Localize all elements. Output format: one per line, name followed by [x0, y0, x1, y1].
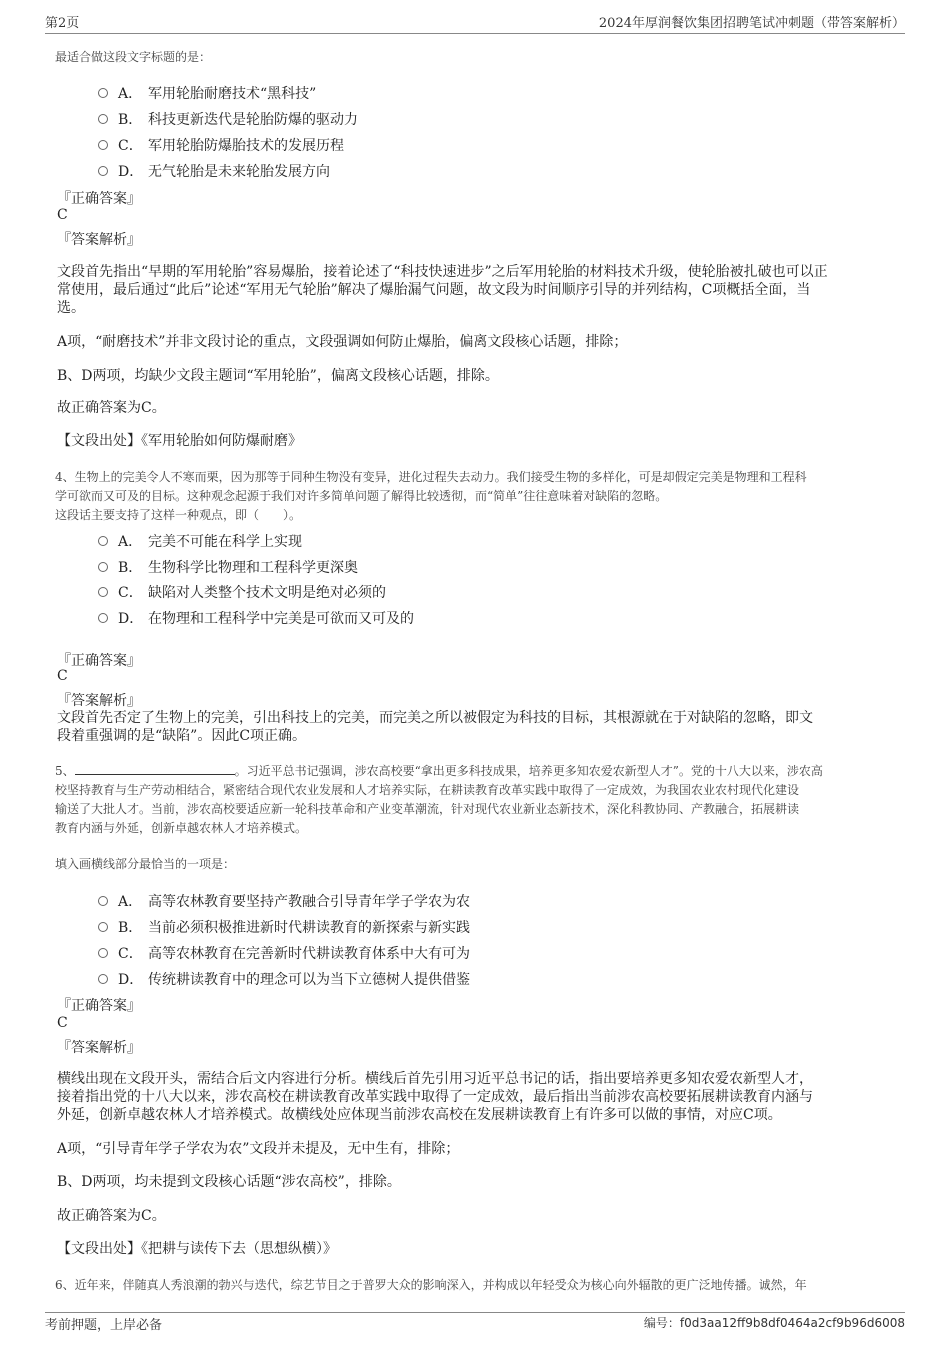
footer-slogan: 考前押题，上岸必备 [45, 1318, 163, 1333]
q4-option-b[interactable]: B． 生物科学比物理和工程科学更深奥 [98, 557, 358, 577]
radio-icon[interactable] [98, 114, 108, 124]
q4-stem: 4、生物上的完美令人不寒而栗，因为那等于同种生物没有变异，进化过程失去动力。我们接受生物的多样化，可是却假定完美是物理和工程科 学可欲而又可及的目标。这种观念起源于我们对许多简单问题了解得比较透彻，而“简单”往往意味着对缺陷的忽略。 这段话主要支持了这样一种观点，即（ ）。 [55, 470, 807, 522]
q3-option-d[interactable]: D． 无气轮胎是未来轮胎发展方向 [98, 161, 330, 181]
radio-icon[interactable] [98, 974, 108, 984]
radio-icon[interactable] [98, 948, 108, 958]
analysis-label: 『答案解析』 [57, 232, 141, 248]
answer-value: C [57, 1015, 68, 1031]
answer-label: 『正确答案』 [57, 653, 141, 669]
q4-option-a[interactable]: A． 完美不可能在科学上实现 [98, 531, 302, 551]
fill-blank [75, 762, 235, 775]
q3-option-b[interactable]: B． 科技更新迭代是轮胎防爆的驱动力 [98, 109, 358, 129]
q3-conclusion: 故正确答案为C。 [57, 400, 166, 416]
q5-stem: 5、 。习近平总书记强调，涉农高校要“拿出更多科技成果，培养更多知农爱农新型人才”。党的十八大以来，涉农高 校坚持教育与生产劳动相结合，紧密结合现代农业发展和人才培养实际，在耕读教育改革实践中取得了一定成效，为我国农业农村现代化建设 输送了大批人才。当前，涉农高校要适应新一轮科技革命和产业变革潮流，针对现代农业新业态新技术，深化科教协同、产教融合，拓展耕读 教育内涵与外延，创新卓越农林人才培养模式。 [55, 764, 823, 835]
radio-icon[interactable] [98, 562, 108, 572]
answer-label: 『正确答案』 [57, 998, 141, 1014]
q3-source: 【文段出处】《军用轮胎如何防爆耐磨》 [57, 433, 302, 449]
analysis-label: 『答案解析』 [57, 693, 141, 709]
analysis-label: 『答案解析』 [57, 1040, 141, 1056]
q4-option-c[interactable]: C． 缺陷对人类整个技术文明是绝对必须的 [98, 582, 386, 602]
radio-icon[interactable] [98, 166, 108, 176]
q5-option-d[interactable]: D． 传统耕读教育中的理念可以为当下立德树人提供借鉴 [98, 969, 470, 989]
q5-note-bd: B、D两项，均未提到文段核心话题“涉农高校”，排除。 [57, 1174, 401, 1190]
q5-option-b[interactable]: B． 当前必须积极推进新时代耕读教育的新探索与新实践 [98, 917, 470, 937]
header-rule [45, 33, 905, 34]
radio-icon[interactable] [98, 88, 108, 98]
q3-option-c[interactable]: C． 军用轮胎防爆胎技术的发展历程 [98, 135, 344, 155]
q5-note-a: A项，“引导青年学子学农为农”文段并未提及，无中生有，排除； [57, 1141, 460, 1157]
q5-analysis: 横线出现在文段开头，需结合后文内容进行分析。横线后首先引用习近平总书记的话，指出要培养更多知农爱农新型人才， 接着指出党的十八大以来，涉农高校在耕读教育改革实践中取得了一定成效，最后指出当前涉农高校要拓展耕读教育内涵与 外延，创新卓越农林人才培养模式。故横线处应体现当前涉农高校在发展耕读教育上有许多可以做的事情，对应C项。 [57, 1071, 813, 1123]
radio-icon[interactable] [98, 896, 108, 906]
q5-option-c[interactable]: C． 高等农林教育在完善新时代耕读教育体系中大有可为 [98, 943, 470, 963]
q5-prompt: 填入画横线部分最恰当的一项是： [55, 857, 236, 871]
page-number: 第2页 [45, 16, 80, 31]
q3-analysis: 文段首先指出“早期的军用轮胎”容易爆胎，接着论述了“科技快速进步”之后军用轮胎的材料技术升级，使轮胎被扎破也可以正 常使用，最后通过“此后”论述“军用无气轮胎”解决了爆胎漏气问题，故文段为时间顺序引导的并列结构，C项概括全面，当 选。 [57, 264, 828, 316]
q4-analysis: 文段首先否定了生物上的完美，引出科技上的完美，而完美之所以被假定为科技的目标，其根源就在于对缺陷的忽略，即文 段着重强调的是“缺陷”。因此C项正确。 [57, 710, 813, 744]
q4-option-d[interactable]: D． 在物理和工程科学中完美是可欲而又可及的 [98, 608, 414, 628]
radio-icon[interactable] [98, 140, 108, 150]
q3-note-bd: B、D两项，均缺少文段主题词“军用轮胎”，偏离文段核心话题，排除。 [57, 368, 499, 384]
q5-conclusion: 故正确答案为C。 [57, 1208, 166, 1224]
q3-option-a[interactable]: A． 军用轮胎耐磨技术“黑科技” [98, 83, 316, 103]
radio-icon[interactable] [98, 536, 108, 546]
q6-stem: 6、近年来，伴随真人秀浪潮的勃兴与迭代，综艺节目之于普罗大众的影响深入，并构成以年轻受众为核心向外辐散的更广泛地传播。诚然，年 [55, 1278, 807, 1292]
q5-option-a[interactable]: A． 高等农林教育要坚持产教融合引导青年学子学农为农 [98, 891, 470, 911]
q3-stem: 最适合做这段文字标题的是： [55, 50, 212, 64]
answer-label: 『正确答案』 [57, 191, 141, 207]
radio-icon[interactable] [98, 587, 108, 597]
document-title: 2024年厚润餐饮集团招聘笔试冲刺题（带答案解析） [598, 16, 905, 31]
q5-source: 【文段出处】《把耕与读传下去（思想纵横）》 [57, 1241, 337, 1257]
answer-value: C [57, 668, 68, 684]
q3-note-a: A项，“耐磨技术”并非文段讨论的重点，文段强调如何防止爆胎，偏离文段核心话题，排除； [57, 334, 628, 350]
answer-value: C [57, 207, 68, 223]
radio-icon[interactable] [98, 922, 108, 932]
radio-icon[interactable] [98, 613, 108, 623]
document-id: 编号：f0d3aa12ff9b8df0464a2cf9b96d6008 [643, 1316, 905, 1330]
footer-rule [45, 1312, 905, 1313]
